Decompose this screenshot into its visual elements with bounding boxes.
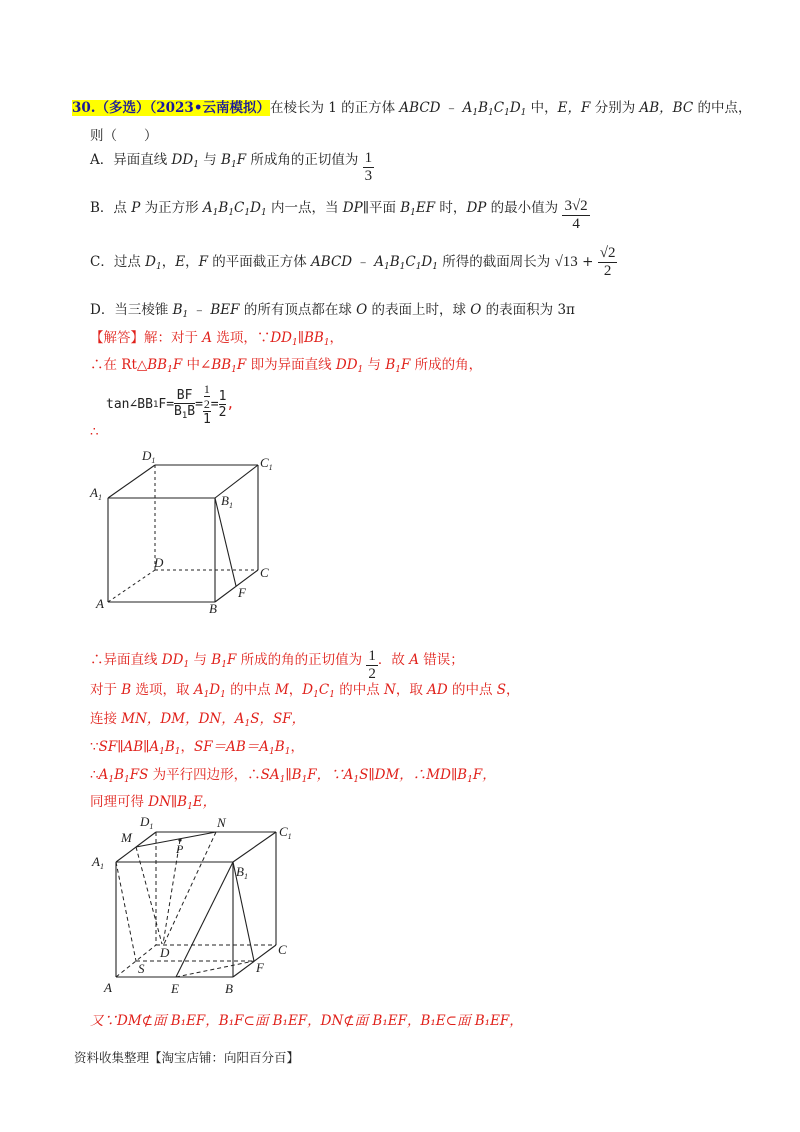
footer-note: 资料收集整理【淘宝店铺：向阳百分百】	[74, 1050, 300, 1065]
tan-formula: tan∠BB 1 F= $\frac{BF}{B_1B}$ = $\frac{\frac{1}{2}}{1}$ = $\frac{1}{2}$ ,	[106, 382, 235, 427]
solution-line-6: $\because SF\parallel AB\parallel A_1B_1$，$SF=AB=A_1B_1$，	[90, 739, 304, 757]
label-C: C	[278, 942, 287, 957]
label-A1: $A_1$	[92, 854, 104, 871]
label-S: S	[138, 961, 145, 976]
solution-line-4: 对于 B 选项，取 $A_1D_1$ 的中点 M，$D_1C_1$ 的中点 N，取 AD 的中点 S，	[90, 682, 520, 700]
label-D: D	[160, 945, 170, 960]
solution-line-5: 连接 MN，DM，DN，$A_1S$，SF，	[90, 711, 306, 729]
label-B1: $B_1$	[221, 493, 233, 510]
label-B: B	[225, 981, 233, 996]
cube-figure-1	[88, 445, 288, 615]
solution-line-2: ∴在 $Rt\triangle BB_1F$ 中$\angle BB_1F$ 即为异面直线 $DD_1$ 与 $B_1F$ 所成的角，	[90, 357, 483, 375]
solution-line-8: 同理可得 $DN\parallel B_1E$，	[90, 794, 217, 812]
fraction-one-half: $\frac{1}{2}$	[368, 648, 376, 682]
option-c: C．过点 $D_1$，E，F 的平面截正方体 ABCD ﹣ $A_1B_1C_1D_1$ 所得的截面周长为 √13 + $\frac{√2}{2}$	[90, 245, 616, 279]
solution-line-3: ∴异面直线 $DD_1$ 与 $B_1F$ 所成的角的正切值为 $\frac{1}{2}$ ．故 A 错误；	[90, 648, 464, 682]
label-E: E	[171, 981, 179, 996]
solution-line-7: $\therefore A_1B_1FS$ 为平行四边形，$\therefore SA_1\parallel B_1F$，$\because A_1S\parallel DM$，$\therefore MD\parallel B_1F$，	[90, 767, 496, 785]
label-A: A	[104, 980, 112, 995]
fraction-3sqrt2-over-4: $\frac{3√2}{4}$	[564, 198, 588, 232]
solution-line-9: 又∵DM⊄面 B₁EF，B₁F⊂面 B₁EF，DN⊄面 B₁EF，B₁E⊂面 B₁EF，	[90, 1013, 523, 1029]
label-C: C	[260, 565, 269, 580]
label-C1: $C_1$	[260, 455, 273, 472]
option-b: B．点 P 为正方形 $A_1B_1C_1D_1$ 内一点，当 DP∥平面 $B_1EF$ 时，DP 的最小值为 $\frac{3√2}{4}$	[90, 198, 588, 232]
label-B1: $B_1$	[236, 864, 248, 881]
solution-line-1: 【解答】解：对于 A 选项，$\because DD_1\parallel BB_1$，	[90, 330, 344, 348]
therefore-symbol: ∴	[90, 424, 99, 440]
label-M: M	[121, 830, 132, 845]
label-N: N	[217, 815, 226, 830]
label-B: B	[209, 601, 217, 615]
label-F: F	[238, 585, 246, 600]
label-F: F	[256, 960, 264, 975]
label-D1: $D_1$	[142, 448, 156, 465]
fraction-sqrt2-over-2: $\frac{√2}{2}$	[599, 245, 616, 279]
label-C1: $C_1$	[279, 824, 292, 841]
sqrt-13: √13	[554, 254, 578, 270]
solution-header: 【解答】	[90, 330, 144, 346]
fraction-one-third: $\frac{1}{3}$	[364, 150, 373, 184]
cube-figure-2	[88, 810, 308, 1000]
question-tag: 30.（多选）（2023•云南模拟）	[72, 100, 270, 116]
label-D: D	[154, 555, 164, 570]
option-d: D．当三棱锥 $B_1$ ﹣ BEF 的所有顶点都在球 O 的表面上时，球 O 的表面积为 3π	[90, 302, 575, 320]
question-line-2: 则（ ）	[90, 128, 158, 144]
question-line-1: 30.（多选）（2023•云南模拟）在棱长为 1 的正方体 ABCD ﹣ $A_1B_1C_1D_1$ 中，E，F 分别为 AB，BC 的中点，	[72, 100, 752, 118]
label-P: P	[176, 842, 184, 856]
label-A1: $A_1$	[90, 485, 102, 502]
label-D1: $D_1$	[140, 814, 154, 831]
label-A: A	[96, 596, 104, 611]
option-a: A．异面直线 $DD_1$ 与 $B_1F$ 所成角的正切值为 $\frac{1}{3}$	[90, 150, 373, 184]
